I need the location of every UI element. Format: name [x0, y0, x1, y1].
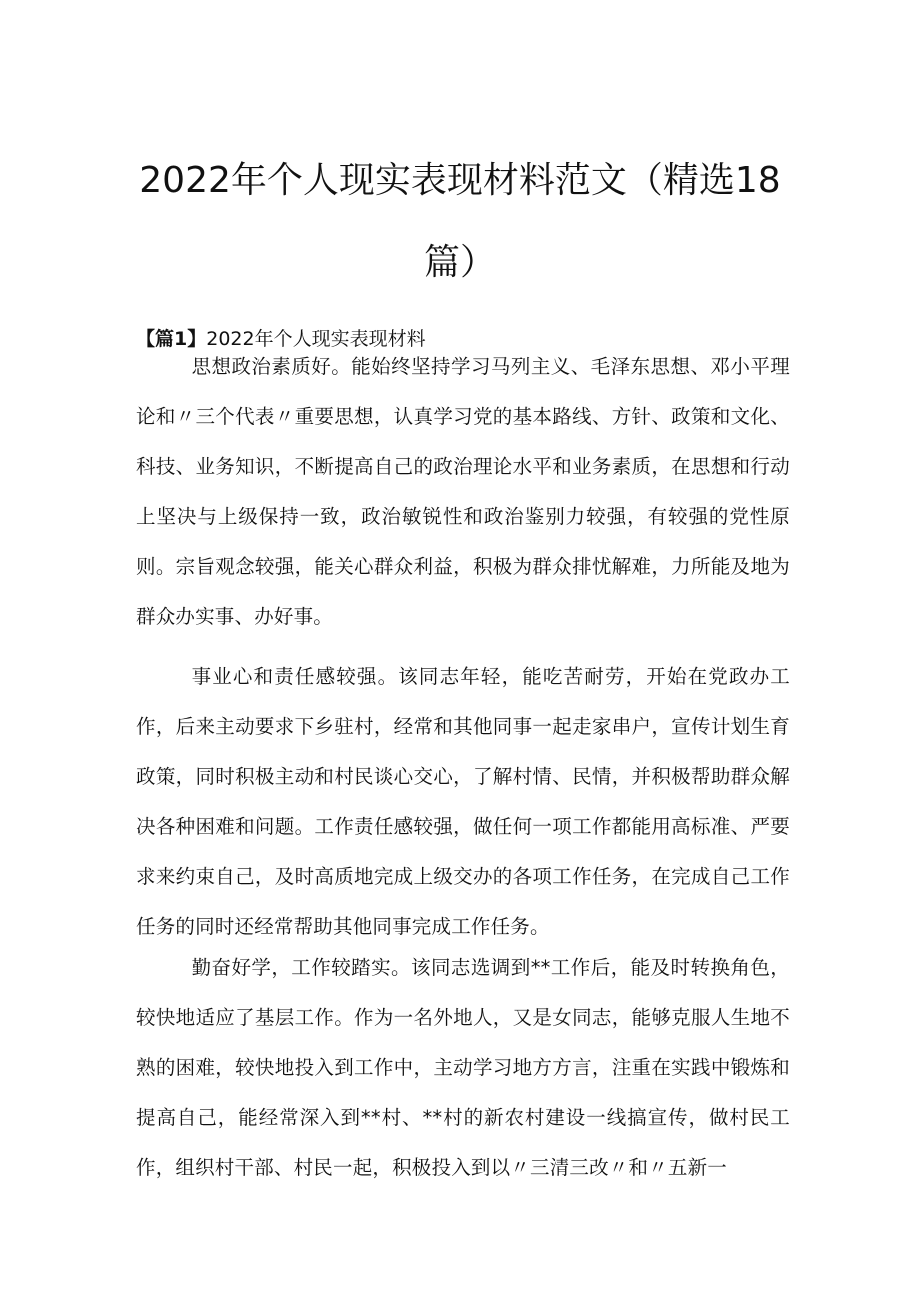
body-paragraph: 事业心和责任感较强。该同志年轻，能吃苦耐劳，开始在党政办工作，后来主动要求下乡驻村，经常和其他同事一起走家串户，宣传计划生育政策，同时积极主动和村民谈心交心，了解村情、民情，并积极帮助群众解决各种困难和问题。工作责任感较强，做任何一项工作都能用高标准、严要求来约束自己，及时高质地完成上级交办的各项工作任务，在完成自己工作任务的同时还经常帮助其他同事完成工作任务。	[136, 665, 790, 938]
body-paragraph: 思想政治素质好。能始终坚持学习马列主义、毛泽东思想、邓小平理论和〃三个代表〃重要思想，认真学习党的基本路线、方针、政策和文化、科技、业务知识，不断提高自己的政治理论水平和业务素质，在思想和行动上坚决与上级保持一致，政治敏锐性和政治鉴别力较强，有较强的党性原则。宗旨观念较强，能关心群众利益，积极为群众排忧解难，力所能及地为群众办实事、办好事。	[136, 355, 790, 628]
body-paragraph: 勤奋好学，工作较踏实。该同志选调到**工作后，能及时转换角色，较快地适应了基层工作。作为一名外地人，又是女同志，能够克服人生地不熟的困难，较快地投入到工作中，主动学习地方方言，注重在实践中锻炼和提高自己，能经常深入到**村、**村的新农村建设一线搞宣传，做村民工作，组织村干部、村民一起，积极投入到以〃三清三改〃和〃五新一	[136, 956, 790, 1179]
section-label: 【篇1】	[136, 328, 207, 350]
section-heading-text: 2022年个人现实表现材料	[206, 328, 426, 350]
document-title: 2022年个人现实表现材料范文（精选18篇）	[139, 160, 781, 283]
